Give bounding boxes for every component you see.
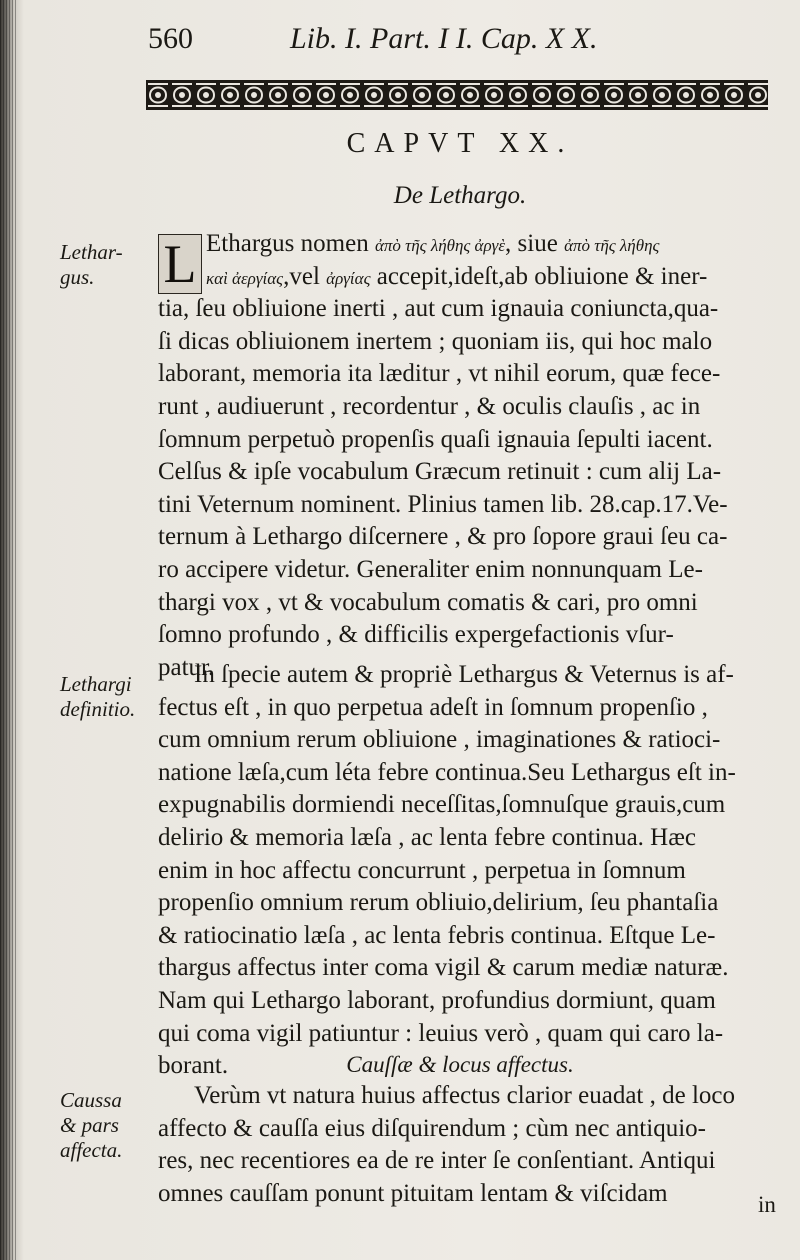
text-line: res, nec recentiores ea de re inter ſe conſentiant. Antiqui <box>158 1147 716 1175</box>
text-run: , siue <box>505 230 565 257</box>
margin-note-caussa <box>60 1088 122 1163</box>
greek-run: ἀπὸ τῆς λήθης <box>564 236 660 255</box>
text-line: delirio & memoria læſa , ac lenta febre continua. Hæc <box>158 823 697 851</box>
text-line: tia, ſeu obliuione inerti , aut cum ignauia coniuncta,qua- <box>158 295 719 323</box>
book-gutter <box>0 0 18 1260</box>
text-line: expugnabilis dormiendi neceſſitas,ſomnuſque grauis,cum <box>158 791 726 819</box>
margin-note-line: definitio. <box>60 697 136 721</box>
text-line: ſomno profundo , & difficilis expergefactionis vſur- <box>158 621 674 649</box>
text-line: ſomnum perpetuò propenſis quaſi ignauia ſepulti iacent. <box>158 425 713 453</box>
text-line: affecto & cauſſa eius diſquirendum ; cùm nec antiquio- <box>158 1114 706 1142</box>
margin-note-line: & pars <box>60 1113 119 1137</box>
text-run: ,vel <box>283 262 327 290</box>
margin-note-line: affecta. <box>60 1138 123 1162</box>
running-head <box>148 22 668 62</box>
text-run: accepit,ideſt,ab obliuione & iner- <box>370 262 708 290</box>
margin-note-definitio <box>60 672 135 722</box>
running-title: Lib. I. Part. I I. Cap. X X. <box>290 22 598 55</box>
text-line: runt , audiuerunt , recordentur , & oculis clauſis , ac in <box>158 392 701 420</box>
margin-note-line: Lethargi <box>60 672 132 696</box>
text-line: patur. <box>158 653 215 681</box>
text-line: ro accipere videtur. Generaliter enim nonnunquam Le- <box>158 555 703 583</box>
chapter-subtitle: De Lethargo. <box>393 182 527 209</box>
text-line: natione læſa,cum léta febre continua.Seu Lethargus eſt in- <box>158 758 736 786</box>
text-line: cum omnium rerum obliuione , imaginationes & ratioci- <box>158 726 721 754</box>
paragraph-lethargus-nomen <box>158 228 770 684</box>
paragraph-definitio <box>158 659 770 1083</box>
text-line: Verùm vt natura huius affectus clarior euadat , de loco <box>194 1082 736 1109</box>
greek-run: καὶ ἀεργίας <box>206 268 284 288</box>
text-line <box>158 228 770 261</box>
margin-note-lethargus <box>60 240 123 290</box>
chapter-title: CAPVT XX. <box>346 128 574 159</box>
text-line: thargi vox , vt & vocabulum comatis & cari, pro omni <box>158 588 698 616</box>
text-line: ternum à Lethargo diſcernere , & pro ſopore graui ſeu ca- <box>158 523 728 551</box>
text-line: qui coma vigil patiuntur : leuius verò , quam qui caro la- <box>158 1019 724 1047</box>
paragraph-caussae <box>158 1080 770 1210</box>
text-line: ſi dicas obliuionem inertem ; quoniam iis, qui hoc malo <box>158 327 713 355</box>
text-line: enim in hoc affectu concurrunt , perpetua in ſomnum <box>158 856 686 884</box>
text-line: Nam qui Lethargo laborant, profundius dormiunt, quam <box>158 986 716 1014</box>
text-line: laborant, memoria ita læditur , vt nihil eorum, quæ fece- <box>158 360 721 388</box>
page-number: 560 <box>148 22 193 55</box>
section-heading: Cauſſæ & locus affectus. <box>346 1052 574 1077</box>
text-line: omnes cauſſam ponunt pituitam lentam & viſcidam <box>158 1179 668 1207</box>
text-line: thargus affectus inter coma vigil & carum mediæ naturæ. <box>158 954 729 982</box>
text-line: tini Veternum nominent. Plinius tamen lib. 28.cap.17.Ve- <box>158 490 728 518</box>
decorated-initial: L <box>158 234 202 294</box>
text-line: borant. <box>158 1052 229 1080</box>
text-line <box>158 261 770 294</box>
text-line: fectus eſt , in quo perpetua adeſt in ſomnum propenſio , <box>158 693 708 721</box>
text-line: In ſpecie autem & propriè Lethargus & Veternus is af- <box>194 661 734 688</box>
catchword: in <box>758 1192 776 1217</box>
text-line: & ratiocinatio læſa , ac lenta febris continua. Eſtque Le- <box>158 921 716 949</box>
text-line: propenſio omnium rerum obliuio,delirium, ſeu phantaſia <box>158 889 719 917</box>
margin-note-line: gus. <box>60 265 95 289</box>
ornament-band-icon <box>146 80 768 110</box>
greek-run: ἀπὸ τῆς λήθης ἀργὲ <box>374 236 506 255</box>
margin-note-line: Caussa <box>60 1088 122 1112</box>
greek-run: ἀργίας <box>326 268 371 288</box>
text-line: Celſus & ipſe vocabulum Græcum retinuit : cum alij La- <box>158 458 722 486</box>
text-run: Ethargus nomen <box>206 230 375 257</box>
margin-note-line: Lethar- <box>60 240 123 264</box>
